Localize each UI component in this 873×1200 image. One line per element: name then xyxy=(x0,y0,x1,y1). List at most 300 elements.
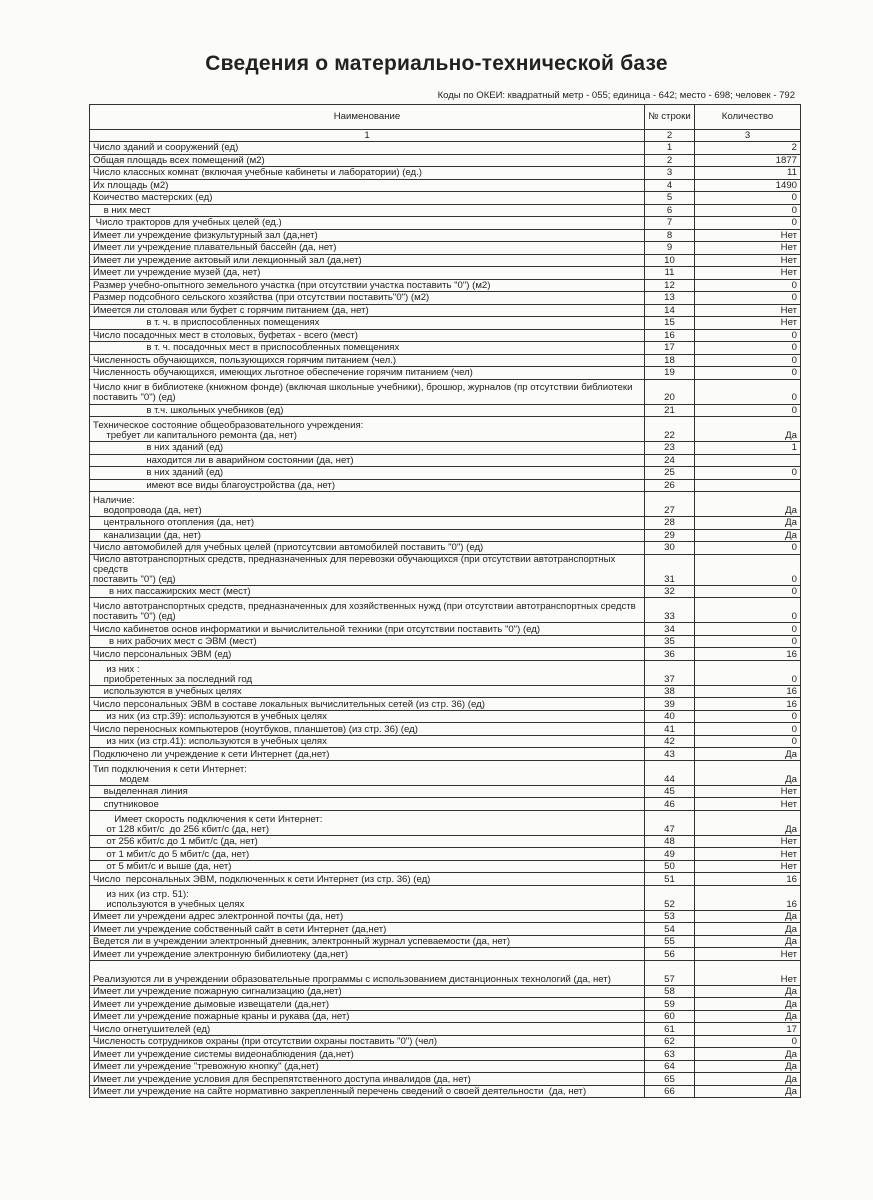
row-name xyxy=(90,698,645,711)
row-name-text: в т. ч. посадочных мест в приспособленных помещениях xyxy=(93,342,400,354)
table-row xyxy=(90,598,801,623)
row-quantity: 16 xyxy=(695,885,801,910)
row-name-text: Имеет ли учреждение условия для беспрепятственного доступа инвалидов (да, нет) xyxy=(93,1073,471,1085)
table-row xyxy=(90,785,801,798)
row-name-text: в них рабочих мест с ЭВМ (мест) xyxy=(93,636,257,648)
row-name xyxy=(90,585,645,598)
row-quantity: Да xyxy=(695,760,801,785)
row-number: 18 xyxy=(645,354,695,367)
row-number: 58 xyxy=(645,985,695,998)
row-name-text: Число персональных ЭВМ (ед) xyxy=(93,648,232,660)
row-name xyxy=(90,204,645,217)
table-row xyxy=(90,479,801,492)
table-row xyxy=(90,998,801,1011)
row-quantity: 0 xyxy=(695,623,801,636)
row-name xyxy=(90,154,645,167)
table-row xyxy=(90,710,801,723)
row-name-text: находится ли в аварийном состоянии (да, нет) xyxy=(93,454,354,466)
table-body xyxy=(90,142,801,1098)
row-number: 12 xyxy=(645,279,695,292)
row-quantity: 0 xyxy=(695,635,801,648)
table-row xyxy=(90,354,801,367)
row-quantity: 0 xyxy=(695,660,801,685)
row-quantity: Да xyxy=(695,748,801,761)
row-name-text: канализации (да, нет) xyxy=(93,529,201,541)
row-name xyxy=(90,873,645,886)
row-name xyxy=(90,635,645,648)
row-name xyxy=(90,848,645,861)
row-name xyxy=(90,229,645,242)
table-row xyxy=(90,329,801,342)
row-name xyxy=(90,1073,645,1086)
row-number: 19 xyxy=(645,367,695,380)
row-name-text: Число посадочных мест в столовых, буфетах - всего (мест) xyxy=(93,329,358,341)
table-row xyxy=(90,798,801,811)
row-name xyxy=(90,1048,645,1061)
table-row xyxy=(90,379,801,404)
row-name xyxy=(90,167,645,180)
row-name-text: Имеет ли учреждение электронную бибилиотеку (да,нет) xyxy=(93,948,349,960)
row-quantity: 0 xyxy=(695,723,801,736)
row-number: 41 xyxy=(645,723,695,736)
row-name xyxy=(90,217,645,230)
row-number: 44 xyxy=(645,760,695,785)
row-number: 7 xyxy=(645,217,695,230)
row-name-text: в т.ч. школьных учебников (ед) xyxy=(93,404,284,416)
row-number: 30 xyxy=(645,542,695,555)
row-quantity: 16 xyxy=(695,648,801,661)
row-name-text: Имеет ли учреждение физкультурный зал (да,нет) xyxy=(93,229,318,241)
row-number: 60 xyxy=(645,1010,695,1023)
row-name-text: Размер подсобного сельского хозяйства (при отсутствии поставить"0") (м2) xyxy=(93,292,430,304)
row-name xyxy=(90,960,645,985)
row-number: 35 xyxy=(645,635,695,648)
row-name xyxy=(90,598,645,623)
table-row xyxy=(90,698,801,711)
table-row xyxy=(90,267,801,280)
row-quantity: 0 xyxy=(695,404,801,417)
row-name xyxy=(90,367,645,380)
table-row xyxy=(90,1023,801,1036)
row-name-text: Подключено ли учреждение к сети Интернет (да,нет) xyxy=(93,748,330,760)
row-name xyxy=(90,760,645,785)
row-number: 54 xyxy=(645,923,695,936)
row-name-text: Число персональных ЭВМ, подключенных к сети Интернет (из стр. 36) (ед) xyxy=(93,873,431,885)
row-name-text: Реализуются ли в учреждении образовательные программы с использованием дистанционных технологий (да, нет) xyxy=(93,973,611,985)
okei-codes: Коды по ОКЕИ: квадратный метр - 055; единица - 642; место - 698; человек - 792 xyxy=(437,90,795,101)
row-name-text: Число переносных компьютеров (ноутбуков, планшетов) (из стр. 36) (ед) xyxy=(93,723,418,735)
row-name xyxy=(90,710,645,723)
row-name xyxy=(90,785,645,798)
row-number: 49 xyxy=(645,848,695,861)
row-name-text: Имеет ли учреждение пожарную сигнализацию (да,нет) xyxy=(93,986,342,998)
row-number: 5 xyxy=(645,192,695,205)
table-row xyxy=(90,454,801,467)
row-name xyxy=(90,192,645,205)
row-name-text: Имеет ли учреждение собственный сайт в сети Интернет (да,нет) xyxy=(93,923,387,935)
row-quantity: 0 xyxy=(695,542,801,555)
table-row xyxy=(90,242,801,255)
row-name-text: Число тракторов для учебных целей (ед.) xyxy=(93,217,282,229)
header-name: Наименование xyxy=(90,105,645,130)
row-name xyxy=(90,317,645,330)
row-number: 33 xyxy=(645,598,695,623)
row-quantity: Да xyxy=(695,517,801,530)
row-name xyxy=(90,304,645,317)
row-quantity xyxy=(695,479,801,492)
row-name-text: Число классных комнат (включая учебные кабинеты и лаборатории) (ед.) xyxy=(93,167,422,179)
row-name-text: Имеется ли столовая или буфет с горячим питанием (да, нет) xyxy=(93,304,369,316)
row-name-text: Имеет ли учреждение дымовые извещатели (да,нет) xyxy=(93,998,330,1010)
row-quantity: 0 xyxy=(695,279,801,292)
row-quantity: Да xyxy=(695,1060,801,1073)
row-quantity: 0 xyxy=(695,217,801,230)
page-title: Сведения о материально-технической базе xyxy=(205,52,668,75)
table-row xyxy=(90,367,801,380)
row-quantity: 0 xyxy=(695,367,801,380)
row-name xyxy=(90,723,645,736)
row-quantity: 11 xyxy=(695,167,801,180)
row-number: 50 xyxy=(645,860,695,873)
row-number: 55 xyxy=(645,935,695,948)
table-row xyxy=(90,810,801,835)
row-quantity: 0 xyxy=(695,710,801,723)
row-number: 36 xyxy=(645,648,695,661)
row-quantity: 16 xyxy=(695,698,801,711)
table-row xyxy=(90,542,801,555)
table-row xyxy=(90,760,801,785)
row-number: 14 xyxy=(645,304,695,317)
row-name xyxy=(90,379,645,404)
row-name xyxy=(90,242,645,255)
table-row xyxy=(90,554,801,585)
row-quantity: Да xyxy=(695,985,801,998)
table-row xyxy=(90,960,801,985)
table-row xyxy=(90,648,801,661)
table-row xyxy=(90,142,801,155)
row-quantity: Нет xyxy=(695,860,801,873)
row-number: 42 xyxy=(645,735,695,748)
row-name-text: Их площадь (м2) xyxy=(93,179,169,191)
row-name-text: Общая площадь всех помещений (м2) xyxy=(93,154,265,166)
row-quantity: 0 xyxy=(695,342,801,355)
row-name-text: в них пассажирских мест (мест) xyxy=(93,586,251,598)
row-name-text: Численность обучающихся, пользующихся горячим питанием (чел.) xyxy=(93,354,397,366)
table-row xyxy=(90,585,801,598)
row-number: 56 xyxy=(645,948,695,961)
row-name-text: Имеет ли учреждение "тревожную кнопку" (да,нет) xyxy=(93,1061,319,1073)
row-name-text: в них зданий (ед) xyxy=(93,467,224,479)
row-name xyxy=(90,142,645,155)
table-row xyxy=(90,1060,801,1073)
row-quantity: Да xyxy=(695,417,801,442)
row-name xyxy=(90,1035,645,1048)
row-number: 25 xyxy=(645,467,695,480)
table-row xyxy=(90,1085,801,1098)
table-row xyxy=(90,873,801,886)
row-name xyxy=(90,748,645,761)
row-quantity: Да xyxy=(695,1085,801,1098)
table-index-row xyxy=(90,130,801,142)
table-row xyxy=(90,204,801,217)
index-2: 2 xyxy=(645,130,695,142)
row-number: 27 xyxy=(645,492,695,517)
row-name xyxy=(90,404,645,417)
row-number: 62 xyxy=(645,1035,695,1048)
table-row xyxy=(90,723,801,736)
row-name-text: из них : приобретенных за последний год xyxy=(103,663,253,685)
row-number: 38 xyxy=(645,685,695,698)
row-number: 16 xyxy=(645,329,695,342)
row-number: 37 xyxy=(645,660,695,685)
row-name-text: от 5 мбит/с и выше (да, нет) xyxy=(93,861,232,873)
row-name-text: Техническое состояние общеобразовательного учреждения: требует ли капитального ремонта (да, нет) xyxy=(93,419,364,441)
row-name-text: Тип подключения к сети Интернет: модем xyxy=(93,763,247,785)
row-name-text: Имеет ли учреждени адрес электронной почты (да, нет) xyxy=(93,911,344,923)
row-quantity: Да xyxy=(695,1073,801,1086)
row-number: 48 xyxy=(645,835,695,848)
table-row xyxy=(90,517,801,530)
row-number: 4 xyxy=(645,179,695,192)
index-1: 1 xyxy=(90,130,645,142)
row-number: 52 xyxy=(645,885,695,910)
row-quantity: Нет xyxy=(695,267,801,280)
row-name xyxy=(90,454,645,467)
table-row xyxy=(90,860,801,873)
row-name-text: выделенная линия xyxy=(93,786,188,798)
row-quantity: Да xyxy=(695,935,801,948)
table-row xyxy=(90,292,801,305)
row-number: 11 xyxy=(645,267,695,280)
row-name-text: Число персональных ЭВМ в составе локальных вычислительных сетей (из стр. 36) (ед) xyxy=(93,698,485,710)
table-row xyxy=(90,167,801,180)
row-quantity: 0 xyxy=(695,354,801,367)
row-quantity: 0 xyxy=(695,735,801,748)
table-row xyxy=(90,342,801,355)
row-name xyxy=(90,1023,645,1036)
row-quantity: Да xyxy=(695,998,801,1011)
table-header-row xyxy=(90,105,801,130)
row-name-text: Имеет скорость подключения к сети Интернет: от 128 кбит/с до 256 кбит/с (да, нет) xyxy=(106,813,323,835)
row-quantity: 16 xyxy=(695,873,801,886)
row-name xyxy=(90,910,645,923)
row-name-text: из них (из стр.39): используются в учебных целях xyxy=(93,711,327,723)
row-quantity: Да xyxy=(695,910,801,923)
table-row xyxy=(90,404,801,417)
header-row-number: № строки xyxy=(645,105,695,130)
row-name-text: имеют все виды благоустройства (да, нет) xyxy=(93,479,336,491)
row-quantity: Нет xyxy=(695,948,801,961)
row-number: 32 xyxy=(645,585,695,598)
row-quantity: Нет xyxy=(695,304,801,317)
row-number: 20 xyxy=(645,379,695,404)
row-quantity: 0 xyxy=(695,292,801,305)
table-row xyxy=(90,279,801,292)
row-name xyxy=(90,542,645,555)
row-name xyxy=(90,798,645,811)
row-name xyxy=(90,885,645,910)
table-row xyxy=(90,417,801,442)
row-number: 10 xyxy=(645,254,695,267)
row-quantity: 0 xyxy=(695,585,801,598)
table-row xyxy=(90,848,801,861)
row-quantity: Да xyxy=(695,529,801,542)
row-name xyxy=(90,648,645,661)
row-quantity: Нет xyxy=(695,785,801,798)
row-number: 65 xyxy=(645,1073,695,1086)
table-row xyxy=(90,229,801,242)
row-quantity: 0 xyxy=(695,379,801,404)
row-name-text: Коичество мастерских (ед) xyxy=(93,192,213,204)
row-name xyxy=(90,517,645,530)
row-number: 40 xyxy=(645,710,695,723)
row-name xyxy=(90,735,645,748)
row-name-text: Имеет ли учреждение актовый или лекционный зал (да,нет) xyxy=(93,254,362,266)
table-row xyxy=(90,635,801,648)
row-name xyxy=(90,529,645,542)
row-quantity: Нет xyxy=(695,798,801,811)
row-name xyxy=(90,685,645,698)
row-name xyxy=(90,935,645,948)
row-name-text: Число зданий и сооружений (ед) xyxy=(93,142,239,154)
row-number: 29 xyxy=(645,529,695,542)
row-quantity: Нет xyxy=(695,835,801,848)
row-name-text: из них (из стр.41): используются в учебных целях xyxy=(93,736,327,748)
table-row xyxy=(90,192,801,205)
row-quantity: Да xyxy=(695,492,801,517)
row-quantity: 16 xyxy=(695,685,801,698)
row-name xyxy=(90,292,645,305)
row-quantity: Нет xyxy=(695,317,801,330)
table-row xyxy=(90,529,801,542)
row-name-text: используются в учебных целях xyxy=(93,686,242,698)
row-name-text: Имеет ли учреждение пожарные краны и рукава (да, нет) xyxy=(93,1011,350,1023)
row-name-text: Число автомобилей для учебных целей (приотсутсвии автомобилей поставить "0") (ед) xyxy=(93,542,484,554)
table-row xyxy=(90,1048,801,1061)
table-row xyxy=(90,1010,801,1023)
row-name xyxy=(90,860,645,873)
table-row xyxy=(90,467,801,480)
row-number: 23 xyxy=(645,442,695,455)
row-quantity: 0 xyxy=(695,1035,801,1048)
table-row xyxy=(90,885,801,910)
row-name-text: Имеет ли учреждение плавательный бассейн (да, нет) xyxy=(93,242,337,254)
table-row xyxy=(90,217,801,230)
table-row xyxy=(90,1035,801,1048)
row-quantity: 1490 xyxy=(695,179,801,192)
row-quantity: 2 xyxy=(695,142,801,155)
table-row xyxy=(90,923,801,936)
row-name xyxy=(90,254,645,267)
row-name-text: в т. ч. в приспособленных помещениях xyxy=(93,317,320,329)
row-name xyxy=(90,479,645,492)
row-name-text: Численность обучающихся, имеющих льготное обеспечение горячим питанием (чел) xyxy=(93,367,473,379)
table-row xyxy=(90,179,801,192)
row-number: 24 xyxy=(645,454,695,467)
row-quantity: Да xyxy=(695,1048,801,1061)
row-name xyxy=(90,948,645,961)
row-name-text: в них мест xyxy=(93,204,151,216)
row-number: 59 xyxy=(645,998,695,1011)
row-number: 3 xyxy=(645,167,695,180)
row-number: 6 xyxy=(645,204,695,217)
row-number: 2 xyxy=(645,154,695,167)
row-name xyxy=(90,923,645,936)
row-number: 51 xyxy=(645,873,695,886)
row-name-text: Имеет ли учреждение на сайте нормативно закрепленный перечень сведений о своей деятельности (да, нет) xyxy=(93,1086,587,1098)
row-name xyxy=(90,810,645,835)
row-quantity: 0 xyxy=(695,598,801,623)
table-row xyxy=(90,623,801,636)
row-quantity: 0 xyxy=(695,204,801,217)
table-row xyxy=(90,154,801,167)
table-row xyxy=(90,748,801,761)
row-number: 64 xyxy=(645,1060,695,1073)
row-quantity: Нет xyxy=(695,960,801,985)
row-name xyxy=(90,492,645,517)
row-name-text: Наличие: водопровода (да, нет) xyxy=(93,494,202,516)
table-row xyxy=(90,492,801,517)
row-quantity: 0 xyxy=(695,329,801,342)
row-number: 22 xyxy=(645,417,695,442)
row-quantity: Да xyxy=(695,810,801,835)
row-number: 8 xyxy=(645,229,695,242)
row-name-text: Число книг в библиотеке (книжном фонде) (включая школьные учебники), брошюр, журналов (пр отсутствии библиотеки поставить "0") (ед) xyxy=(93,382,633,404)
table-row xyxy=(90,948,801,961)
row-name-text: Имеет ли учреждение музей (да, нет) xyxy=(93,267,261,279)
row-quantity: Нет xyxy=(695,242,801,255)
row-name-text: Имеет ли учреждение системы видеонаблюдения (да,нет) xyxy=(93,1048,354,1060)
row-number: 53 xyxy=(645,910,695,923)
table-row xyxy=(90,685,801,698)
row-name xyxy=(90,179,645,192)
row-quantity: Нет xyxy=(695,848,801,861)
row-number: 1 xyxy=(645,142,695,155)
table-row xyxy=(90,735,801,748)
row-name xyxy=(90,267,645,280)
row-quantity: Нет xyxy=(695,254,801,267)
row-name-text: из них (из стр. 51): используются в учебных целях xyxy=(106,888,245,910)
row-number: 13 xyxy=(645,292,695,305)
row-name-text: в них зданий (ед) xyxy=(93,442,224,454)
table-row xyxy=(90,835,801,848)
row-name xyxy=(90,417,645,442)
row-name xyxy=(90,623,645,636)
row-name xyxy=(90,442,645,455)
row-quantity: Да xyxy=(695,1010,801,1023)
row-name-text: спутниковое xyxy=(93,798,159,810)
row-quantity: 0 xyxy=(695,192,801,205)
row-quantity: 0 xyxy=(695,554,801,585)
table-row xyxy=(90,317,801,330)
row-name xyxy=(90,998,645,1011)
row-name xyxy=(90,1060,645,1073)
row-name-text: от 256 кбит/с до 1 мбит/с (да, нет) xyxy=(93,836,258,848)
row-name xyxy=(90,354,645,367)
row-name-text: Число огнетушителей (ед) xyxy=(93,1023,211,1035)
row-name xyxy=(90,835,645,848)
row-name-text: Ведется ли в учреждении электронный дневник, электронный журнал успеваемости (да, нет) xyxy=(93,936,511,948)
row-number: 17 xyxy=(645,342,695,355)
table-row xyxy=(90,985,801,998)
row-name-text: Численость сотрудников охраны (при отсутствии охраны поставить "0") (чел) xyxy=(93,1036,438,1048)
row-number: 21 xyxy=(645,404,695,417)
row-name xyxy=(90,467,645,480)
row-name xyxy=(90,985,645,998)
row-number: 28 xyxy=(645,517,695,530)
table-row xyxy=(90,660,801,685)
row-number: 26 xyxy=(645,479,695,492)
